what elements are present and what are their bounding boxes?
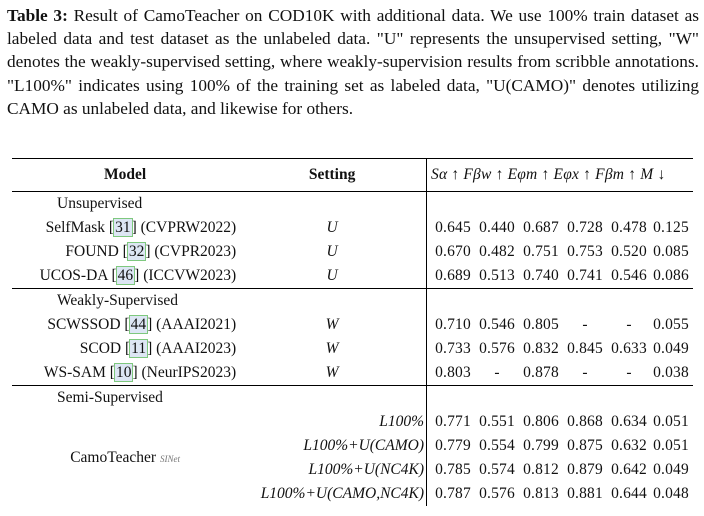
group-spacer — [427, 192, 694, 217]
metric-value: 0.085 — [653, 243, 689, 260]
metric-values — [427, 337, 694, 361]
table-row — [12, 216, 693, 240]
metric-value: 0.125 — [653, 219, 689, 236]
model-name: SCWSSOD — [47, 316, 121, 333]
table-row — [12, 313, 693, 337]
metric-value: 0.642 — [611, 461, 647, 478]
table-row — [12, 264, 693, 289]
metric-value: - — [626, 364, 632, 381]
citation-link[interactable]: 46 — [117, 267, 134, 284]
setting-cell: U — [326, 243, 338, 260]
metric-value: 0.813 — [523, 485, 559, 502]
metric-value: - — [582, 364, 588, 381]
metric-value: 0.812 — [523, 461, 559, 478]
metric-values — [427, 434, 694, 458]
metric-value: 0.440 — [479, 219, 515, 236]
citation-link[interactable]: 11 — [131, 340, 147, 357]
metric-value: - — [494, 364, 500, 381]
caption-label: Table 3: — [7, 6, 68, 25]
model-venue: (AAAI2021) — [156, 316, 237, 333]
metric-value: 0.879 — [567, 461, 603, 478]
table-row — [12, 337, 693, 361]
metric-value: 0.771 — [435, 413, 471, 430]
metric-values — [427, 216, 694, 240]
metric-values — [427, 361, 694, 386]
metric-value: 0.845 — [567, 340, 603, 357]
metric-value: - — [626, 316, 632, 333]
group-title: Weakly-Supervised — [12, 289, 427, 314]
group-spacer — [427, 289, 694, 314]
citation-link[interactable]: 10 — [115, 364, 132, 381]
metric-value: 0.049 — [653, 340, 689, 357]
metric-value: 0.785 — [435, 461, 471, 478]
setting-cell: U — [326, 267, 338, 284]
metric-value: 0.687 — [523, 219, 559, 236]
metric-value: 0.741 — [567, 267, 603, 284]
table-caption — [7, 4, 699, 120]
model-cell: SCOD [11] (AAAI2023) — [79, 340, 237, 357]
metric-value: 0.645 — [435, 219, 471, 236]
table-row — [12, 410, 693, 434]
metric-value: 0.740 — [523, 267, 559, 284]
table-row — [12, 361, 693, 386]
setting-cell: W — [325, 364, 339, 381]
model-name: CamoTeacher — [70, 449, 157, 466]
citation-link[interactable]: 32 — [128, 243, 145, 260]
metric-values — [427, 458, 694, 482]
metric-value: 0.878 — [523, 364, 559, 381]
header-model: Model — [12, 159, 238, 192]
model-cell: SelfMask [31] (CVPRW2022) — [45, 219, 237, 236]
setting-cell: L100%+U(CAMO,NC4K) — [260, 485, 424, 502]
model-name: SCOD — [79, 340, 122, 357]
citation-link[interactable]: 31 — [115, 219, 131, 236]
metric-value: 0.751 — [523, 243, 559, 260]
setting-cell: W — [325, 316, 339, 333]
metric-value: 0.038 — [653, 364, 689, 381]
model-venue: (NeurIPS2023) — [141, 364, 237, 381]
header-metrics: Sα ↑ Fβw ↑ Eφm ↑ Eφx ↑ Fβm ↑ M ↓ — [427, 159, 694, 192]
group-spacer — [427, 386, 694, 411]
metric-value: 0.576 — [479, 485, 515, 502]
model-name: FOUND — [65, 243, 119, 260]
metric-value: 0.049 — [653, 461, 689, 478]
metric-value: 0.055 — [653, 316, 689, 333]
metric-value: 0.832 — [523, 340, 559, 357]
metric-value: 0.520 — [611, 243, 647, 260]
metric-value: 0.805 — [523, 316, 559, 333]
metric-values — [427, 264, 694, 289]
metric-value: 0.868 — [567, 413, 603, 430]
metric-value: 0.086 — [653, 267, 689, 284]
metric-value: 0.546 — [479, 316, 515, 333]
metric-value: 0.051 — [653, 413, 689, 430]
metric-value: 0.875 — [567, 437, 603, 454]
model-cell: WS-SAM [10] (NeurIPS2023) — [43, 364, 237, 381]
metric-value: 0.478 — [611, 219, 647, 236]
metric-value: 0.632 — [611, 437, 647, 454]
metric-value: 0.051 — [653, 437, 689, 454]
header-row — [12, 159, 693, 192]
metric-value: 0.551 — [479, 413, 515, 430]
metric-value: 0.787 — [435, 485, 471, 502]
metric-values — [427, 482, 694, 506]
model-name: SelfMask — [45, 219, 106, 236]
metric-value: 0.689 — [435, 267, 471, 284]
metric-value: 0.670 — [435, 243, 471, 260]
metric-value: 0.513 — [479, 267, 515, 284]
metric-value: 0.803 — [435, 364, 471, 381]
model-cell: UCOS-DA [46] (ICCVW2023) — [39, 267, 237, 284]
model-cell: FOUND [32] (CVPR2023) — [65, 243, 237, 260]
metric-value: 0.733 — [435, 340, 471, 357]
table-row — [12, 240, 693, 264]
metric-value: 0.574 — [479, 461, 515, 478]
metric-value: - — [582, 316, 588, 333]
model-cell — [12, 410, 238, 506]
group-title: Semi-Supervised — [12, 386, 427, 411]
model-venue: (ICCVW2023) — [143, 267, 237, 284]
metric-value: 0.806 — [523, 413, 559, 430]
model-cell: SCWSSOD [44] (AAAI2021) — [47, 316, 237, 333]
metric-value: 0.546 — [611, 267, 647, 284]
metric-value: 0.644 — [611, 485, 647, 502]
caption-text: Result of CamoTeacher on COD10K with additional data. We use 100% train dataset as labeled data and test dataset as the unlabeled data. "U" represents the unsupervised setting, "W" denotes the weakly-supervised setting, where weakly-supervision results from scribble annotations. "L100%" indicates using 100% of the training set as labeled data, "U(CAMO)" denotes utilizing CAMO as unlabeled data, and likewise for others. — [7, 6, 699, 118]
metric-value: 0.048 — [653, 485, 689, 502]
model-venue: (CVPR2023) — [154, 243, 237, 260]
citation-link[interactable]: 44 — [130, 316, 147, 333]
metric-value: 0.753 — [567, 243, 603, 260]
metric-values — [427, 410, 694, 434]
metric-value: 0.881 — [567, 485, 603, 502]
metric-value: 0.576 — [479, 340, 515, 357]
metric-value: 0.634 — [611, 413, 647, 430]
group-header-row — [12, 192, 693, 217]
model-subscript: SINet — [160, 454, 181, 464]
metric-value: 0.710 — [435, 316, 471, 333]
setting-cell: U — [326, 219, 338, 236]
table-body — [12, 192, 693, 507]
metric-values — [427, 313, 694, 337]
model-venue: (AAAI2023) — [156, 340, 237, 357]
setting-cell: W — [325, 340, 339, 357]
metric-value: 0.779 — [435, 437, 471, 454]
metric-value: 0.554 — [479, 437, 515, 454]
metric-value: 0.633 — [611, 340, 647, 357]
group-header-row — [12, 289, 693, 314]
setting-cell: L100% — [379, 413, 424, 430]
model-venue: (CVPRW2022) — [140, 219, 237, 236]
results-table — [12, 158, 693, 506]
metric-value: 0.728 — [567, 219, 603, 236]
metric-value: 0.482 — [479, 243, 515, 260]
model-name: UCOS-DA — [39, 267, 108, 284]
setting-cell: L100%+U(CAMO) — [303, 437, 424, 454]
group-title: Unsupervised — [57, 195, 143, 212]
metric-value: 0.799 — [523, 437, 559, 454]
model-name: WS-SAM — [43, 364, 106, 381]
metric-values — [427, 240, 694, 264]
header-setting: Setting — [238, 159, 426, 192]
group-header-row — [12, 386, 693, 411]
setting-cell: L100%+U(NC4K) — [308, 461, 424, 478]
